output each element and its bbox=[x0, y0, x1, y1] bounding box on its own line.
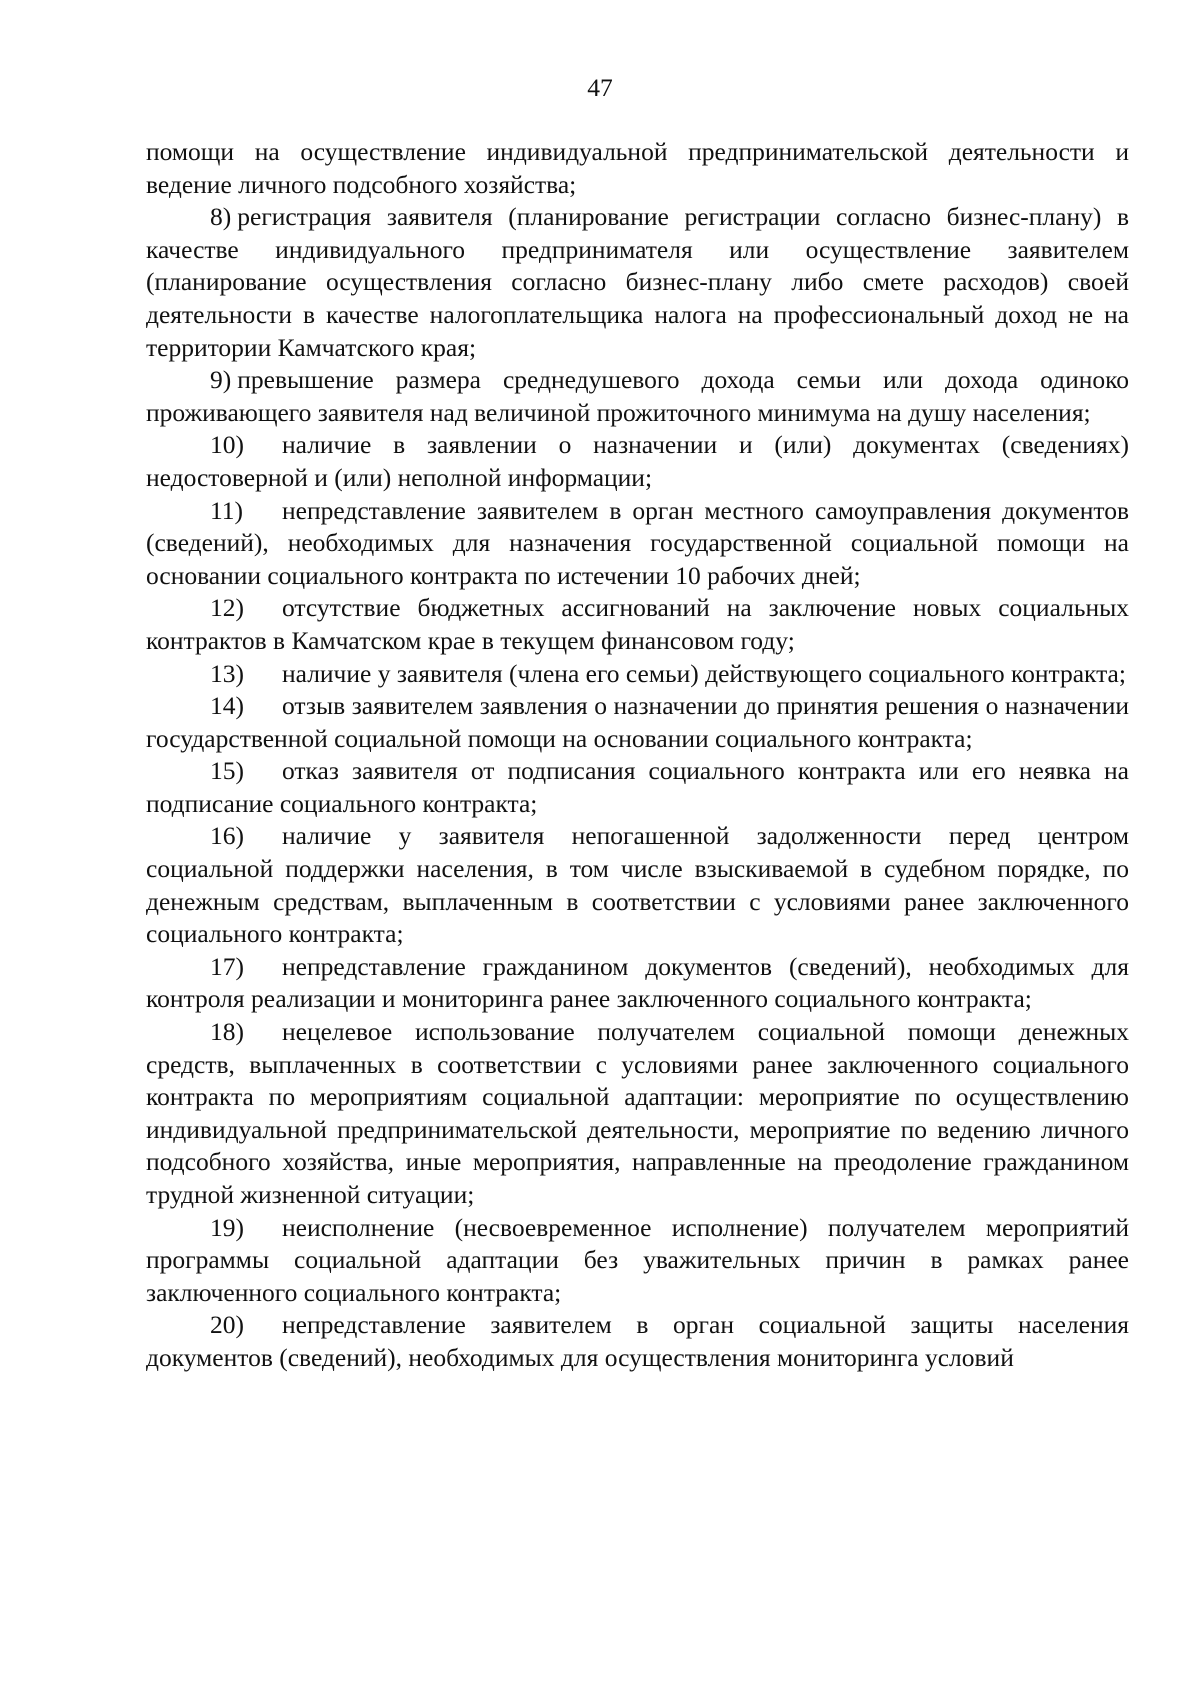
page-number: 47 bbox=[587, 73, 613, 102]
item-number: 18) bbox=[210, 1017, 244, 1047]
list-item bbox=[146, 1016, 1129, 1212]
item-text: отказ заявителя от подписания социального контракта или его неявка на подписание социального контракта; bbox=[146, 756, 1129, 818]
list-item bbox=[146, 1212, 1129, 1310]
list-item bbox=[146, 495, 1129, 593]
item-number: 14) bbox=[210, 691, 244, 721]
continuation-paragraph: помощи на осуществление индивидуальной предпринимательской деятельности и ведение личного подсобного хозяйства; bbox=[146, 137, 1129, 199]
item-text: непредставление гражданином документов (сведений), необходимых для контроля реализации и мониторинга ранее заключенного социального контракта; bbox=[146, 951, 1129, 1014]
item-number: 10) bbox=[210, 430, 244, 460]
list-item bbox=[146, 1309, 1129, 1374]
item-number: 20) bbox=[210, 1310, 244, 1340]
item-text: превышение размера среднедушевого дохода семьи или дохода одиноко проживающего заявителя над величиной прожиточного минимума на душу населения; bbox=[146, 365, 1129, 427]
list-item bbox=[146, 429, 1129, 494]
item-number: 15) bbox=[210, 756, 244, 786]
list-item bbox=[146, 658, 1129, 691]
item-text: нецелевое использование получателем социальной помощи денежных средств, выплаченных в соответствии с условиями ранее заключенного социального контракта по мероприятиям социальной адаптации: мероприятие по осуществлению индивидуальной предпринимательской деятельности, мероприятие по ведению личного подсобного хозяйства, иные мероприятия, направленные на преодоление гражданином трудной жизненной ситуации; bbox=[146, 1017, 1129, 1209]
item-text: непредставление заявителем в орган местного самоуправления документов (сведений), необходимых для назначения государственной социальной помощи на основании социального контракта по истечении 10 рабочих дней; bbox=[146, 495, 1129, 590]
list-item bbox=[146, 690, 1129, 755]
item-number: 13) bbox=[210, 658, 244, 688]
item-number: 11) bbox=[210, 495, 244, 525]
list-item bbox=[146, 755, 1129, 820]
list-item bbox=[146, 951, 1129, 1016]
item-text: отсутствие бюджетных ассигнований на заключение новых социальных контрактов в Камчатском крае в текущем финансовом году; bbox=[146, 593, 1129, 655]
list-item bbox=[146, 201, 1129, 364]
item-number: 17) bbox=[210, 951, 244, 981]
item-number: 8) bbox=[210, 202, 232, 232]
list-item bbox=[146, 592, 1129, 657]
item-text: неисполнение (несвоевременное исполнение) получателем мероприятий программы социальной адаптации без уважительных причин в рамках ранее заключенного социального контракта; bbox=[146, 1212, 1129, 1307]
item-text: наличие в заявлении о назначении и (или) документах (сведениях) недостоверной и (или) неполной информации; bbox=[146, 430, 1129, 492]
item-number: 16) bbox=[210, 821, 244, 851]
item-text: регистрация заявителя (планирование регистрации согласно бизнес-плану) в качестве индивидуального предпринимателя или осуществление заявителем (планирование осуществления согласно бизнес-плану либо смете расходов) своей деятельности в качестве налогоплательщика налога на профессиональный доход не на территории Камчатского края; bbox=[146, 202, 1129, 362]
list-item bbox=[146, 364, 1129, 429]
item-number: 19) bbox=[210, 1212, 244, 1242]
item-text: наличие у заявителя непогашенной задолженности перед центром социальной поддержки населения, в том числе взыскиваемой в судебном порядке, по денежным средствам, выплаченным в соответствии с условиями ранее заключенного социального контракта; bbox=[146, 821, 1129, 949]
item-number: 9) bbox=[210, 365, 232, 395]
item-number: 12) bbox=[210, 593, 244, 623]
item-text: непредставление заявителем в орган социальной защиты населения документов (сведений), необходимых для осуществления мониторинга условий bbox=[146, 1310, 1129, 1372]
document-body bbox=[146, 136, 1129, 1375]
list-item bbox=[146, 820, 1129, 950]
item-text: наличие у заявителя (члена его семьи) действующего социального контракта; bbox=[282, 658, 1126, 688]
item-text: отзыв заявителем заявления о назначении до принятия решения о назначении государственной социальной помощи на основании социального контракта; bbox=[146, 691, 1129, 753]
